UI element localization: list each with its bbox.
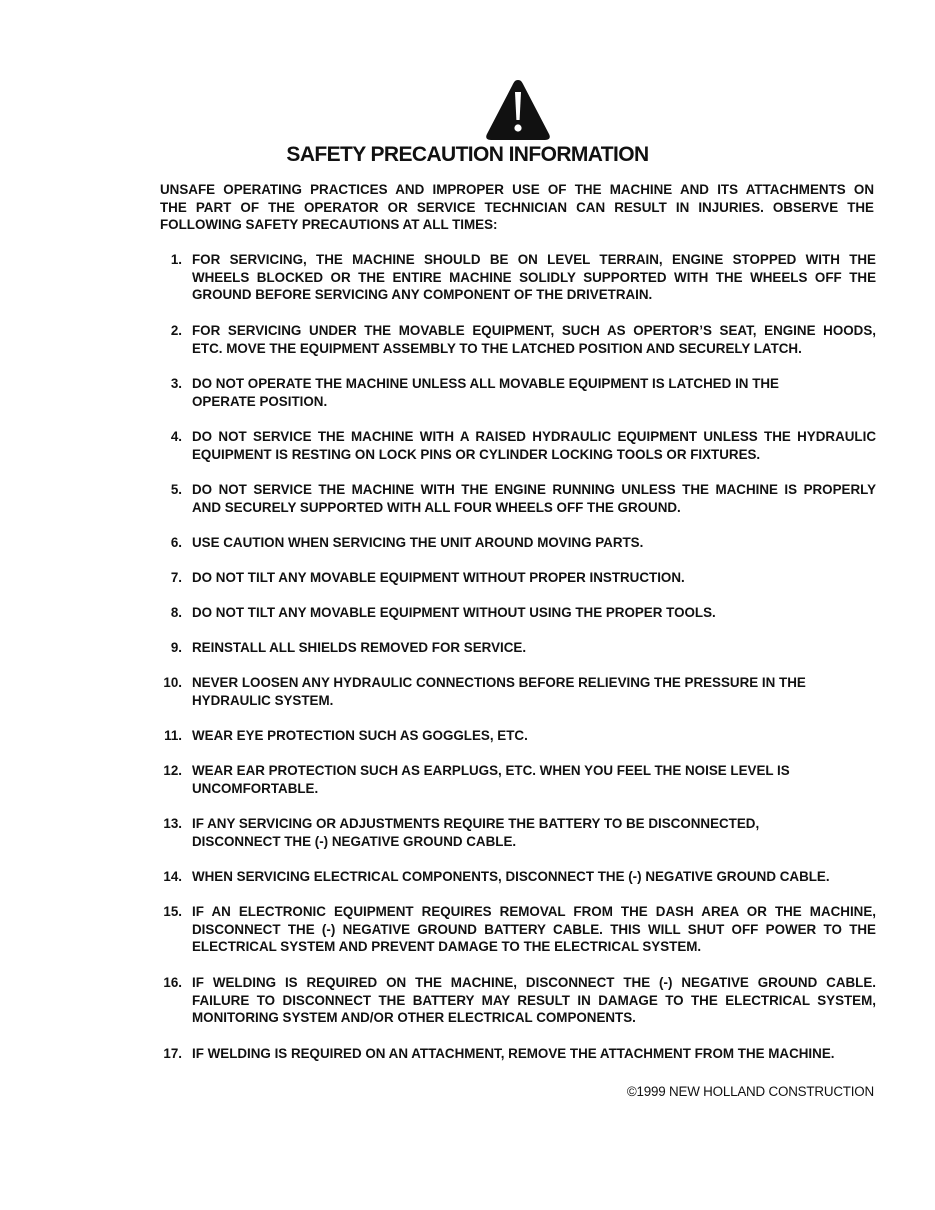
item-number: 3.	[170, 376, 182, 391]
item-number: 17.	[163, 1046, 182, 1061]
item-line: DO NOT TILT ANY MOVABLE EQUIPMENT WITHOUT USING THE PROPER TOOLS.	[192, 605, 716, 620]
item-line: AND SECURELY SUPPORTED WITH ALL FOUR WHEELS OFF THE GROUND.	[192, 499, 681, 515]
item-line: NEVER LOOSEN ANY HYDRAULIC CONNECTIONS BEFORE RELIEVING THE PRESSURE IN THE	[192, 675, 806, 690]
item-number: 16.	[163, 975, 182, 990]
item-text	[192, 974, 876, 1027]
item-text	[192, 481, 876, 516]
item-line: MONITORING SYSTEM AND/OR OTHER ELECTRICAL COMPONENTS.	[192, 1010, 636, 1026]
item-number: 7.	[170, 570, 182, 585]
item-line: REINSTALL ALL SHIELDS REMOVED FOR SERVICE.	[192, 640, 527, 655]
item-line: ETC. MOVE THE EQUIPMENT ASSEMBLY TO THE LATCHED POSITION AND SECURELY LATCH.	[192, 340, 802, 356]
item-text	[192, 375, 876, 410]
item-line: OPERATE POSITION.	[192, 393, 328, 409]
item-line: FAILURE TO DISCONNECT THE BATTERY MAY RESULT IN DAMAGE TO THE ELECTRICAL SYSTEM,	[192, 992, 876, 1008]
item-text	[192, 903, 876, 956]
item-line: DO NOT SERVICE THE MACHINE WITH THE ENGINE RUNNING UNLESS THE MACHINE IS PROPERLY	[192, 482, 876, 497]
item-line: WEAR EAR PROTECTION SUCH AS EARPLUGS, ETC. WHEN YOU FEEL THE NOISE LEVEL IS	[192, 763, 790, 778]
item-text	[192, 727, 876, 745]
item-line: UNCOMFORTABLE.	[192, 780, 319, 796]
item-text	[192, 639, 876, 657]
item-line: GROUND BEFORE SERVICING ANY COMPONENT OF THE DRIVETRAIN.	[192, 287, 653, 303]
item-number: 12.	[163, 763, 182, 778]
item-text	[192, 674, 876, 709]
item-number: 6.	[170, 535, 182, 550]
item-line: WHEN SERVICING ELECTRICAL COMPONENTS, DISCONNECT THE (-) NEGATIVE GROUND CABLE.	[192, 869, 830, 884]
item-line: DISCONNECT THE (-) NEGATIVE GROUND BATTERY CABLE. THIS WILL SHUT OFF POWER TO THE	[192, 921, 876, 937]
item-line: WHEELS BLOCKED OR THE ENTIRE MACHINE SOLIDLY SUPPORTED WITH THE WHEELS OFF THE	[192, 269, 876, 285]
item-line: HYDRAULIC SYSTEM.	[192, 692, 334, 708]
intro-line: FOLLOWING SAFETY PRECAUTIONS AT ALL TIMES:	[160, 217, 498, 233]
item-number: 10.	[163, 675, 182, 690]
item-text	[192, 251, 876, 304]
item-line: ELECTRICAL SYSTEM AND PREVENT DAMAGE TO THE ELECTRICAL SYSTEM.	[192, 939, 702, 955]
item-line: IF WELDING IS REQUIRED ON THE MACHINE, DISCONNECT THE (-) NEGATIVE GROUND CABLE.	[192, 975, 876, 990]
item-text	[192, 762, 876, 797]
item-text	[192, 569, 876, 587]
item-line: IF ANY SERVICING OR ADJUSTMENTS REQUIRE THE BATTERY TO BE DISCONNECTED,	[192, 816, 760, 831]
item-line: FOR SERVICING UNDER THE MOVABLE EQUIPMENT, SUCH AS OPERTOR’S SEAT, ENGINE HOODS,	[192, 323, 876, 338]
item-text	[192, 322, 876, 357]
item-text	[192, 534, 876, 552]
item-line: DO NOT TILT ANY MOVABLE EQUIPMENT WITHOUT PROPER INSTRUCTION.	[192, 570, 685, 585]
item-number: 5.	[170, 482, 182, 497]
copyright-footer: ©1999 NEW HOLLAND CONSTRUCTION	[626, 1084, 874, 1099]
intro-line: THE PART OF THE OPERATOR OR SERVICE TECHNICIAN CAN RESULT IN INJURIES. OBSERVE THE	[160, 199, 874, 215]
item-number: 8.	[170, 605, 182, 620]
item-text	[192, 815, 876, 850]
item-number: 9.	[170, 640, 182, 655]
item-line: FOR SERVICING, THE MACHINE SHOULD BE ON LEVEL TERRAIN, ENGINE STOPPED WITH THE	[192, 252, 876, 267]
item-number: 13.	[163, 816, 182, 831]
page-title: SAFETY PRECAUTION INFORMATION	[286, 143, 649, 166]
intro-paragraph	[160, 181, 874, 234]
item-line: EQUIPMENT IS RESTING ON LOCK PINS OR CYLINDER LOCKING TOOLS OR FIXTURES.	[192, 446, 761, 462]
item-number: 15.	[163, 904, 182, 919]
item-number: 2.	[170, 323, 182, 338]
item-text	[192, 604, 876, 622]
item-line: WEAR EYE PROTECTION SUCH AS GOGGLES, ETC.	[192, 728, 528, 743]
item-line: DO NOT OPERATE THE MACHINE UNLESS ALL MOVABLE EQUIPMENT IS LATCHED IN THE	[192, 376, 779, 391]
item-line: USE CAUTION WHEN SERVICING THE UNIT AROUND MOVING PARTS.	[192, 535, 644, 550]
intro-line: UNSAFE OPERATING PRACTICES AND IMPROPER USE OF THE MACHINE AND ITS ATTACHMENTS ON	[160, 182, 874, 197]
item-text	[192, 1045, 876, 1063]
item-number: 1.	[170, 252, 182, 267]
item-line: DO NOT SERVICE THE MACHINE WITH A RAISED HYDRAULIC EQUIPMENT UNLESS THE HYDRAULIC	[192, 429, 876, 444]
item-line: DISCONNECT THE (-) NEGATIVE GROUND CABLE.	[192, 833, 517, 849]
warning-triangle-icon	[484, 78, 552, 142]
item-number: 11.	[164, 728, 182, 743]
item-number: 14.	[163, 869, 182, 884]
item-text	[192, 868, 876, 886]
item-text	[192, 428, 876, 463]
item-line: IF WELDING IS REQUIRED ON AN ATTACHMENT, REMOVE THE ATTACHMENT FROM THE MACHINE.	[192, 1046, 835, 1061]
item-number: 4.	[170, 429, 182, 444]
item-line: IF AN ELECTRONIC EQUIPMENT REQUIRES REMOVAL FROM THE DASH AREA OR THE MACHINE,	[192, 904, 876, 919]
